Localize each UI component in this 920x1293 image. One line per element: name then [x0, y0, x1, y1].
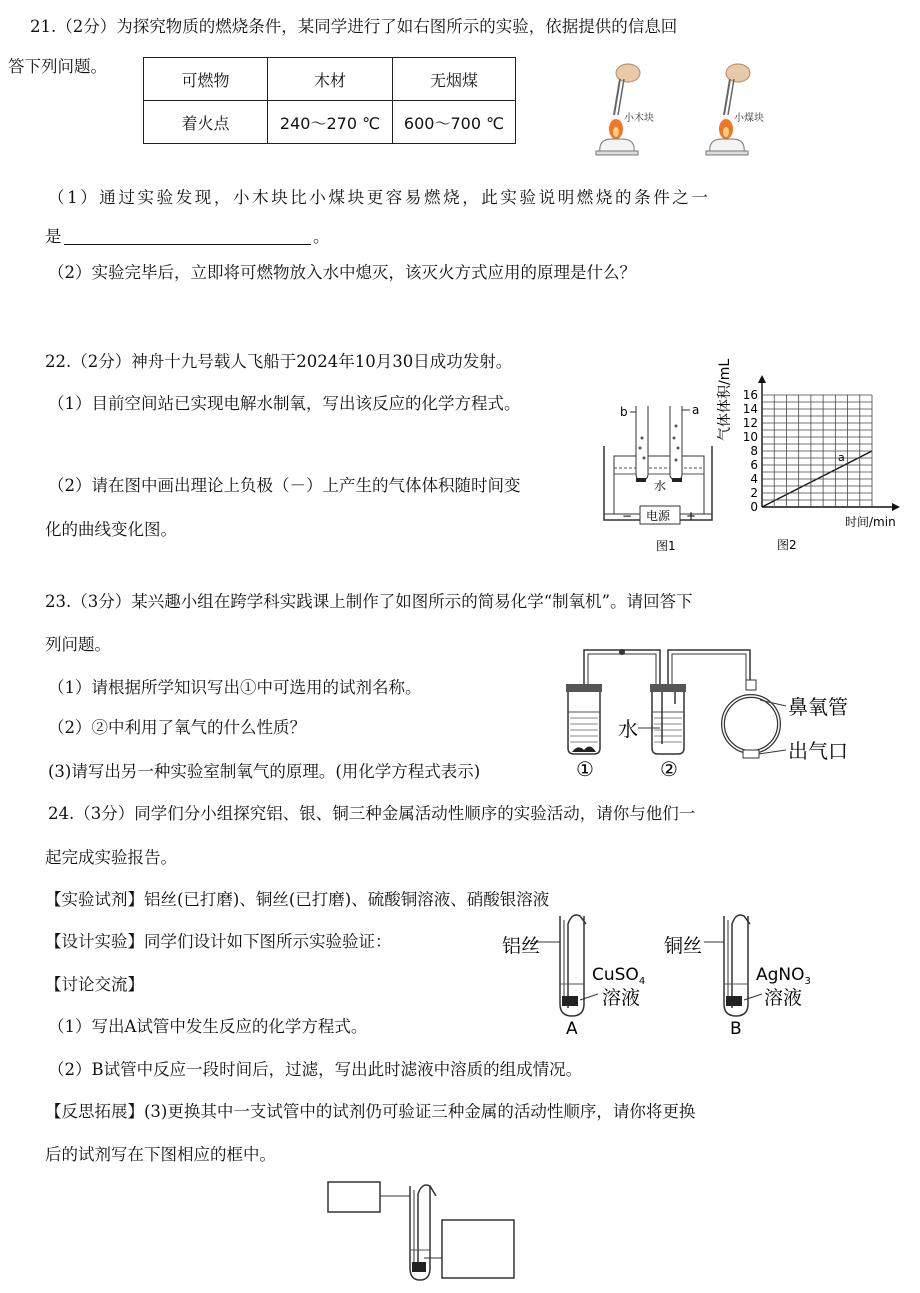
y-tick-label: 14	[742, 402, 758, 416]
y-tick-label: 10	[742, 430, 758, 444]
q22-part2-line1: （2）请在图中画出理论上负极（－）上产生的气体体积随时间变	[48, 476, 521, 495]
table-cell: 240～270 ℃	[268, 101, 393, 144]
table-header-cell: 可燃物	[144, 58, 268, 101]
y-tick-label: 2	[750, 486, 758, 500]
electrolysis-figure	[600, 398, 720, 558]
formula-b: AgNO$_3$	[756, 965, 811, 987]
q21-stem-line2: 答下列问题。	[8, 57, 107, 76]
y-tick-label: 12	[742, 416, 758, 430]
lamp-left	[596, 64, 640, 155]
table-cell: 着火点	[144, 101, 268, 144]
table-header-cell: 无烟煤	[393, 58, 516, 101]
q24-design: 【设计实验】同学们设计如下图所示实验验证：	[45, 932, 392, 951]
fig-label-coal: 小煤块	[734, 113, 764, 124]
tube-label-a: a	[692, 403, 700, 417]
tube-label-a: A	[566, 1019, 578, 1039]
q23-part2: （2）②中利用了氧气的什么性质？	[48, 718, 306, 737]
q21-part1-end: 。	[313, 227, 330, 246]
q24-stem-line2: 起完成实验报告。	[45, 848, 177, 867]
lamp-right	[706, 64, 750, 155]
label-bottle-1: ①	[576, 757, 594, 781]
q21-part2: （2）实验完毕后，立即将可燃物放入水中熄灭，该灭火方式应用的原理是什么？	[48, 263, 636, 282]
q21-part1-start: 是	[45, 227, 62, 246]
q21-stem-line1: 21.（2分）为探究物质的燃烧条件，某同学进行了如右图所示的实验，依据提供的信息回	[30, 17, 678, 36]
q23-stem-line2: 列问题。	[45, 635, 111, 654]
q24-reflect-line2: 后的试剂写在下图相应的框中。	[45, 1145, 276, 1164]
fig2-caption: 图2	[777, 538, 797, 552]
series-label-a: a	[838, 451, 845, 464]
table-cell: 600～700 ℃	[393, 101, 516, 144]
water-label: 水	[654, 479, 667, 493]
test-tube-a-figure	[500, 912, 645, 1037]
q24-part1: （1）写出A试管中发生反应的化学方程式。	[48, 1017, 368, 1036]
volume-time-chart	[715, 345, 910, 560]
plus-label: +	[686, 509, 697, 523]
fig-label-wood: 小木块	[624, 113, 654, 124]
tube-label-b: b	[620, 405, 628, 419]
answer-blank[interactable]	[64, 244, 311, 245]
y-tick-label: 16	[742, 388, 758, 402]
chart-xlabel: 时间/min	[845, 515, 896, 529]
y-tick-label: 4	[750, 472, 758, 486]
q23-part3: (3)请写出另一种实验室制氧气的原理。(用化学方程式表示)	[48, 762, 481, 781]
ignition-table	[143, 57, 516, 144]
q24-reflect-line1: 【反思拓展】(3)更换其中一支试管中的试剂仍可验证三种金属的活动性顺序，请你将更换	[45, 1102, 696, 1121]
outlet-label: 出气口	[788, 739, 848, 763]
chart-ylabel: 气体体积/mL	[717, 358, 733, 441]
wire-label-b: 铜丝	[664, 935, 703, 957]
q22-part2-line2: 化的曲线变化图。	[45, 520, 177, 539]
label-bottle-2: ②	[660, 757, 678, 781]
q23-stem-line1: 23.（3分）某兴趣小组在跨学科实践课上制作了如图所示的简易化学“制氧机”。请回答下	[45, 592, 693, 611]
power-label: 电源	[646, 509, 671, 523]
answer-box-wire[interactable]	[328, 1182, 380, 1212]
answer-box-solution[interactable]	[442, 1220, 514, 1278]
q23-part1: （1）请根据所学知识写出①中可选用的试剂名称。	[48, 678, 422, 697]
minus-label: −	[622, 509, 633, 523]
formula-a: CuSO$_4$	[592, 965, 646, 987]
q21-part1: （1）通过实验发现，小木块比小煤块更容易燃烧，此实验说明燃烧的条件之一	[48, 188, 711, 207]
q24-reagents: 【实验试剂】铝丝(已打磨)、铜丝(已打磨)、硫酸铜溶液、硝酸银溶液	[45, 890, 550, 909]
wire-label-a: 铝丝	[502, 935, 541, 957]
table-header-cell: 木材	[268, 58, 393, 101]
water-label-23: 水	[618, 717, 638, 741]
answer-tube-figure	[320, 1176, 520, 1286]
q24-part2: （2）B试管中反应一段时间后，过滤，写出此时滤液中溶质的组成情况。	[48, 1060, 583, 1079]
solution-label-a: 溶液	[602, 987, 641, 1009]
solution-label-b: 溶液	[764, 987, 803, 1009]
q24-discuss-heading: 【讨论交流】	[45, 975, 144, 994]
q24-stem-line1: 24.（3分）同学们分小组探究铝、银、铜三种金属活动性顺序的实验活动，请你与他们一	[48, 804, 696, 823]
nose-tube-label: 鼻氧管	[788, 695, 848, 719]
fig1-caption: 图1	[656, 539, 676, 553]
tube-label-b: B	[730, 1019, 742, 1039]
y-tick-label: 0	[750, 500, 758, 514]
oxygen-generator-figure	[560, 640, 870, 785]
q22-stem: 22.（2分）神舟十九号载人飞船于2024年10月30日成功发射。	[45, 352, 513, 371]
test-tube-b-figure	[660, 912, 830, 1037]
q22-part1: （1）目前空间站已实现电解水制氧，写出该反应的化学方程式。	[48, 394, 521, 413]
y-tick-label: 6	[750, 458, 758, 472]
y-tick-label: 8	[750, 444, 758, 458]
combustion-figure	[590, 55, 805, 155]
